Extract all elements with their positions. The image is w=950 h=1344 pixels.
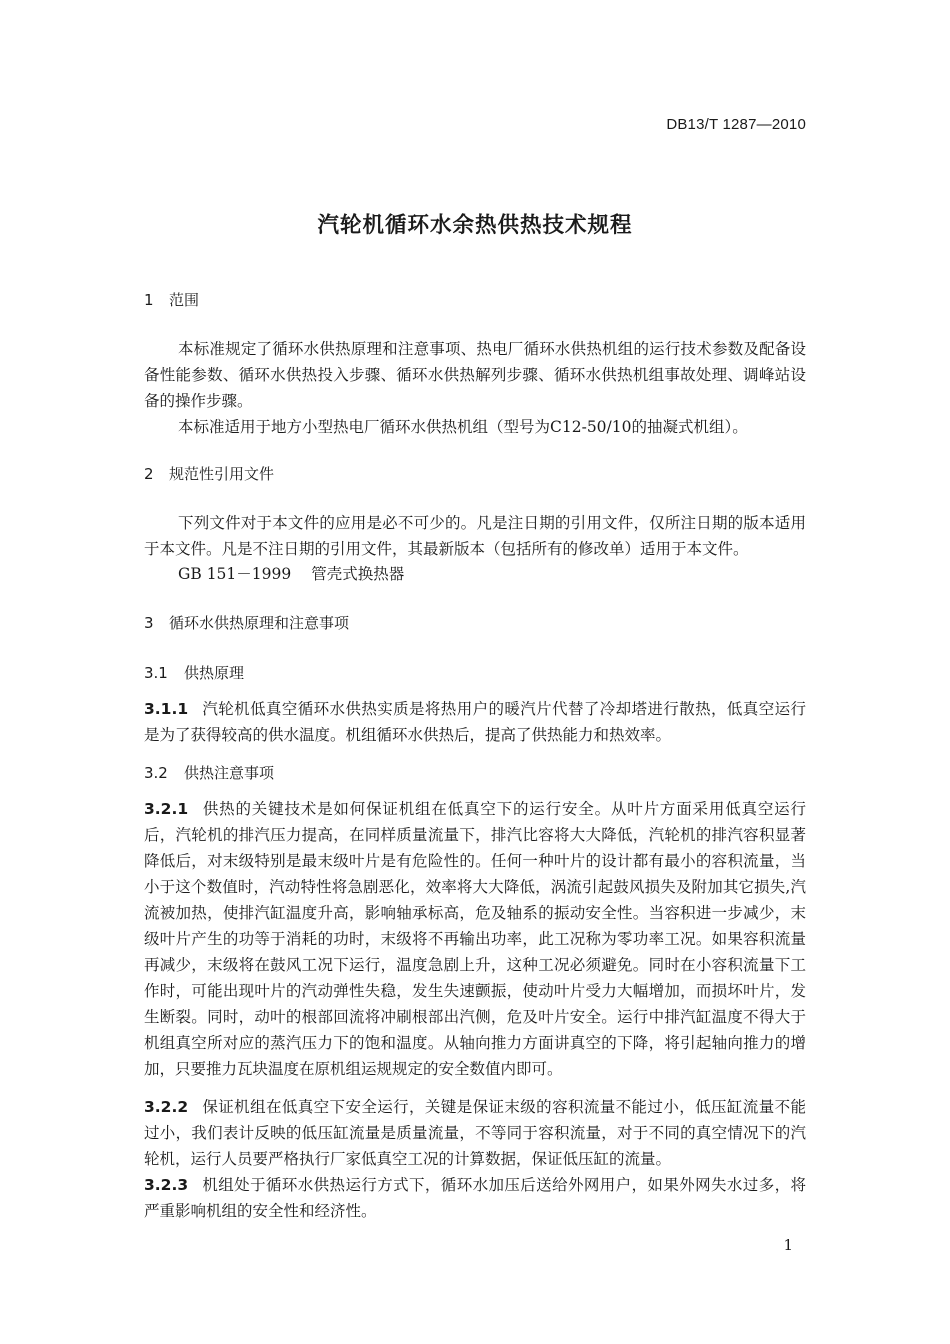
document-title: 汽轮机循环水余热供热技术规程 — [317, 213, 633, 238]
page-number: 1 — [783, 1236, 793, 1254]
clause-number: 3.2.3 — [144, 1176, 189, 1194]
section-number: 2 — [144, 465, 154, 483]
clause-text: 供热的关键技术是如何保证机组在低真空下的运行安全。从叶片方面采用低真空运行后，汽轮机的排汽压力提高，在同样质量流量下，排汽比容将大大降低，汽轮机的排汽容积显著降低后，对末级特别是最末级叶片是有危险性的。任何一种叶片的设计都有最小的容积流量，当小于这个数值时，汽动特性将急剧恶化，效率将大大降低，涡流引起鼓风损失及附加其它损失,汽流被加热，使排汽缸温度升高，影响轴承标高，危及轴系的振动安全性。当容积进一步减少，末级叶片产生的功等于消耗的功时，末级将不再输出功率，此工况称为零功率工况。如果容积流量再减少，末级将在鼓风工况下运行，温度急剧上升，这种工况必须避免。同时在小容积流量下工作时，可能出现叶片的汽动弹性失稳，发生失速颤振，使动叶片受力大幅增加，而损坏叶片，发生断裂。同时，动叶的根部回流将冲刷根部出汽侧，危及叶片安全。运行中排汽缸温度不得大于机组真空所对应的蒸汽压力下的饱和温度。从轴向推力方面讲真空的下降，将引起轴向推力的增加，只要推力瓦块温度在原机组运规规定的安全数值内即可。 — [144, 800, 806, 1078]
clause-text: 汽轮机低真空循环水供热实质是将热用户的暖汽片代替了冷却塔进行散热，低真空运行是为了获得较高的供水温度。机组循环水供热后，提高了供热能力和热效率。 — [144, 700, 806, 744]
clause-number: 3.2.1 — [144, 800, 189, 818]
section-1-heading — [144, 289, 199, 310]
clause-number: 3.2.2 — [144, 1098, 189, 1116]
subsection-3-1-heading — [144, 662, 244, 683]
reference-title: 管壳式换热器 — [311, 565, 405, 583]
section-1-paragraph-2: 本标准适用于地方小型热电厂循环水供热机组（型号为C12-50/10的抽凝式机组）。 — [178, 418, 748, 436]
section-title: 范围 — [169, 291, 200, 309]
section-number: 3 — [144, 614, 154, 632]
subsection-number: 3.2 — [144, 764, 168, 782]
clause-3-2-3 — [144, 1172, 806, 1224]
clause-number: 3.1.1 — [144, 700, 189, 718]
clause-3-2-1 — [144, 796, 806, 1082]
section-number: 1 — [144, 291, 154, 309]
reference-code: GB 151－1999 — [178, 565, 292, 583]
clause-text: 保证机组在低真空下安全运行，关键是保证末级的容积流量不能过小，低压缸流量不能过小，我们表计反映的低压缸流量是质量流量，不等同于容积流量，对于不同的真空情况下的汽轮机，运行人员要严格执行厂家低真空工况的计算数据，保证低压缸的流量。 — [144, 1098, 806, 1168]
subsection-title: 供热原理 — [184, 664, 245, 682]
section-title: 规范性引用文件 — [169, 465, 275, 483]
section-2-paragraph-1: 下列文件对于本文件的应用是必不可少的。凡是注日期的引用文件，仅所注日期的版本适用于本文件。凡是不注日期的引用文件，其最新版本（包括所有的修改单）适用于本文件。 — [144, 514, 806, 558]
clause-3-2-2 — [144, 1094, 806, 1172]
clause-3-1-1 — [144, 696, 806, 748]
clause-text: 机组处于循环水供热运行方式下，循环水加压后送给外网用户，如果外网失水过多，将严重影响机组的安全性和经济性。 — [144, 1176, 806, 1220]
section-1-paragraph-1: 本标准规定了循环水供热原理和注意事项、热电厂循环水供热机组的运行技术参数及配备设备性能参数、循环水供热投入步骤、循环水供热解列步骤、循环水供热机组事故处理、调峰站设备的操作步骤。 — [144, 340, 806, 410]
normative-reference — [178, 562, 404, 584]
section-2-heading — [144, 463, 274, 484]
section-title: 循环水供热原理和注意事项 — [169, 614, 350, 632]
section-3-heading — [144, 612, 349, 633]
standard-code: DB13/T 1287—2010 — [666, 116, 806, 133]
subsection-title: 供热注意事项 — [184, 764, 275, 782]
subsection-number: 3.1 — [144, 664, 168, 682]
subsection-3-2-heading — [144, 762, 274, 783]
